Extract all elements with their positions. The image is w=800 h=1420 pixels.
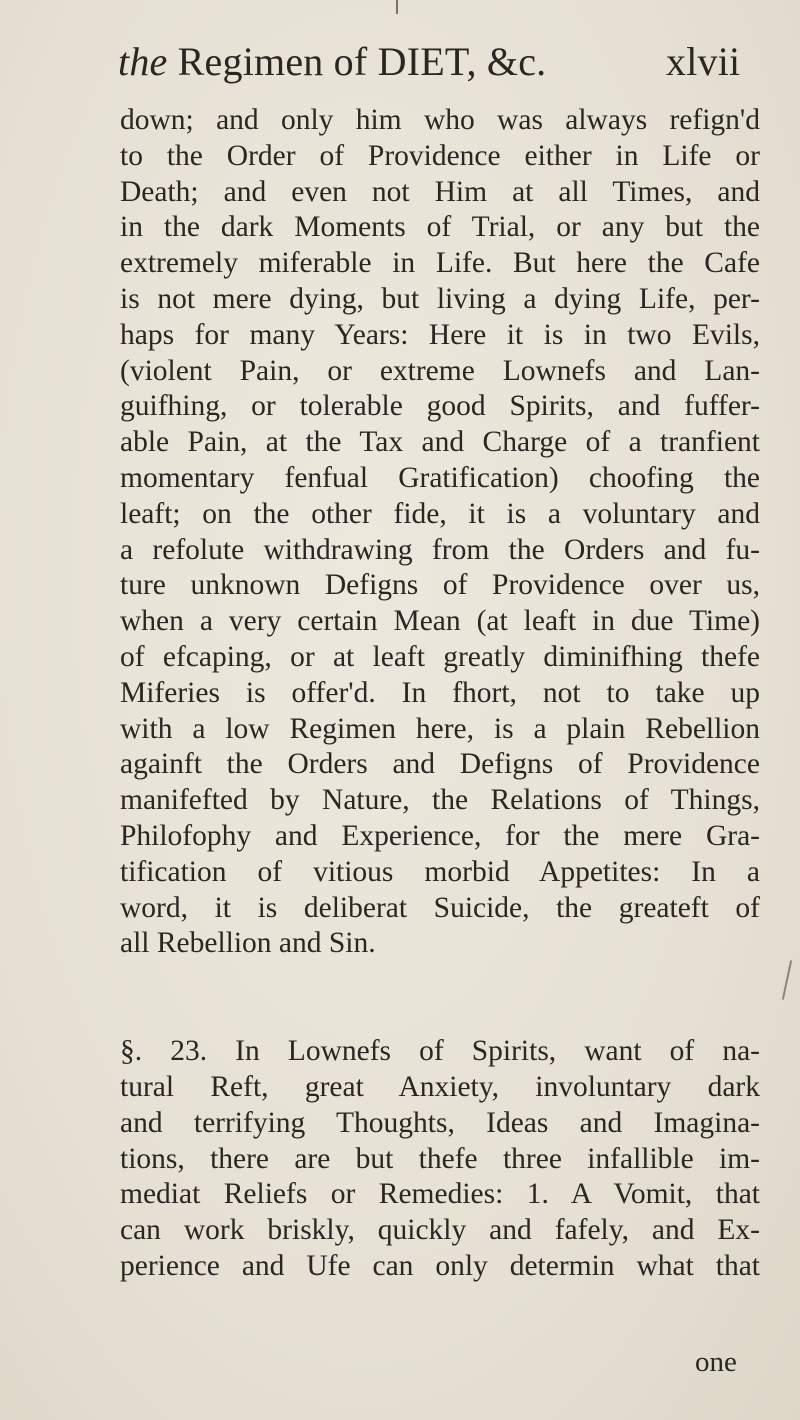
- text-line: is not mere dying, but living a dying Life, per-: [120, 282, 760, 315]
- text-line: can work briskly, quickly and fafely, and Ex-: [120, 1214, 760, 1247]
- text-line: againft the Orders and Defigns of Providence: [120, 748, 760, 781]
- text-line: word, it is deliberat Suicide, the greateft of: [120, 891, 760, 924]
- margin-mark: [782, 960, 792, 1000]
- text-line: Philofophy and Experience, for the mere Gra-: [120, 819, 760, 852]
- page-body: [120, 103, 760, 1285]
- text-line: when a very certain Mean (at leaft in due Time): [120, 605, 760, 638]
- text-line: ture unknown Defigns of Providence over us,: [120, 569, 760, 602]
- running-head: [118, 38, 758, 86]
- text-line: momentary fenfual Gratification) choofing the: [120, 461, 760, 494]
- text-line: of efcaping, or at leaft greatly diminifhing thefe: [120, 640, 760, 673]
- text-line: Miferies is offer'd. In fhort, not to take up: [120, 676, 760, 709]
- text-line: tions, there are but thefe three infallible im-: [120, 1142, 760, 1175]
- text-line: and terrifying Thoughts, Ideas and Imagina-: [120, 1106, 760, 1139]
- text-line: tural Reft, great Anxiety, involuntary dark: [120, 1070, 760, 1103]
- text-line: guifhing, or tolerable good Spirits, and fuffer-: [120, 390, 760, 423]
- text-line: able Pain, at the Tax and Charge of a tranfient: [120, 426, 760, 459]
- running-head-the: the: [118, 39, 168, 84]
- text-line: leaft; on the other fide, it is a voluntary and: [120, 497, 760, 530]
- text-line: Death; and even not Him at all Times, and: [120, 175, 760, 208]
- text-line: tification of vitious morbid Appetites: In a: [120, 855, 760, 888]
- catchword: one: [695, 1346, 737, 1378]
- running-head-title: Regimen of DIET, &c.: [177, 39, 547, 84]
- text-line: in the dark Moments of Trial, or any but the: [120, 211, 760, 244]
- text-line: §. 23. In Lownefs of Spirits, want of na-: [120, 1035, 760, 1068]
- text-line: (violent Pain, or extreme Lownefs and Lan-: [120, 354, 760, 387]
- text-line: to the Order of Providence either in Life or: [120, 139, 760, 172]
- text-line: perience and Ufe can only determin what that: [120, 1249, 760, 1282]
- text-line: manifefted by Nature, the Relations of Things,: [120, 784, 760, 817]
- paragraph-2: [120, 1034, 760, 1285]
- text-line-last: all Rebellion and Sin.: [120, 927, 376, 960]
- page-top-mark: [396, 0, 398, 14]
- text-line: down; and only him who was always refign'd: [120, 104, 760, 136]
- paragraph-gap: [120, 962, 760, 1034]
- page-number: xlvii: [666, 39, 741, 84]
- text-line: haps for many Years: Here it is in two Evils,: [120, 318, 760, 351]
- text-line: extremely miferable in Life. But here the Cafe: [120, 247, 760, 280]
- paragraph-1: [120, 103, 760, 962]
- text-line: a refolute withdrawing from the Orders and fu-: [120, 533, 760, 566]
- text-line: mediat Reliefs or Remedies: 1. A Vomit, that: [120, 1178, 760, 1211]
- text-line: with a low Regimen here, is a plain Rebellion: [120, 712, 760, 745]
